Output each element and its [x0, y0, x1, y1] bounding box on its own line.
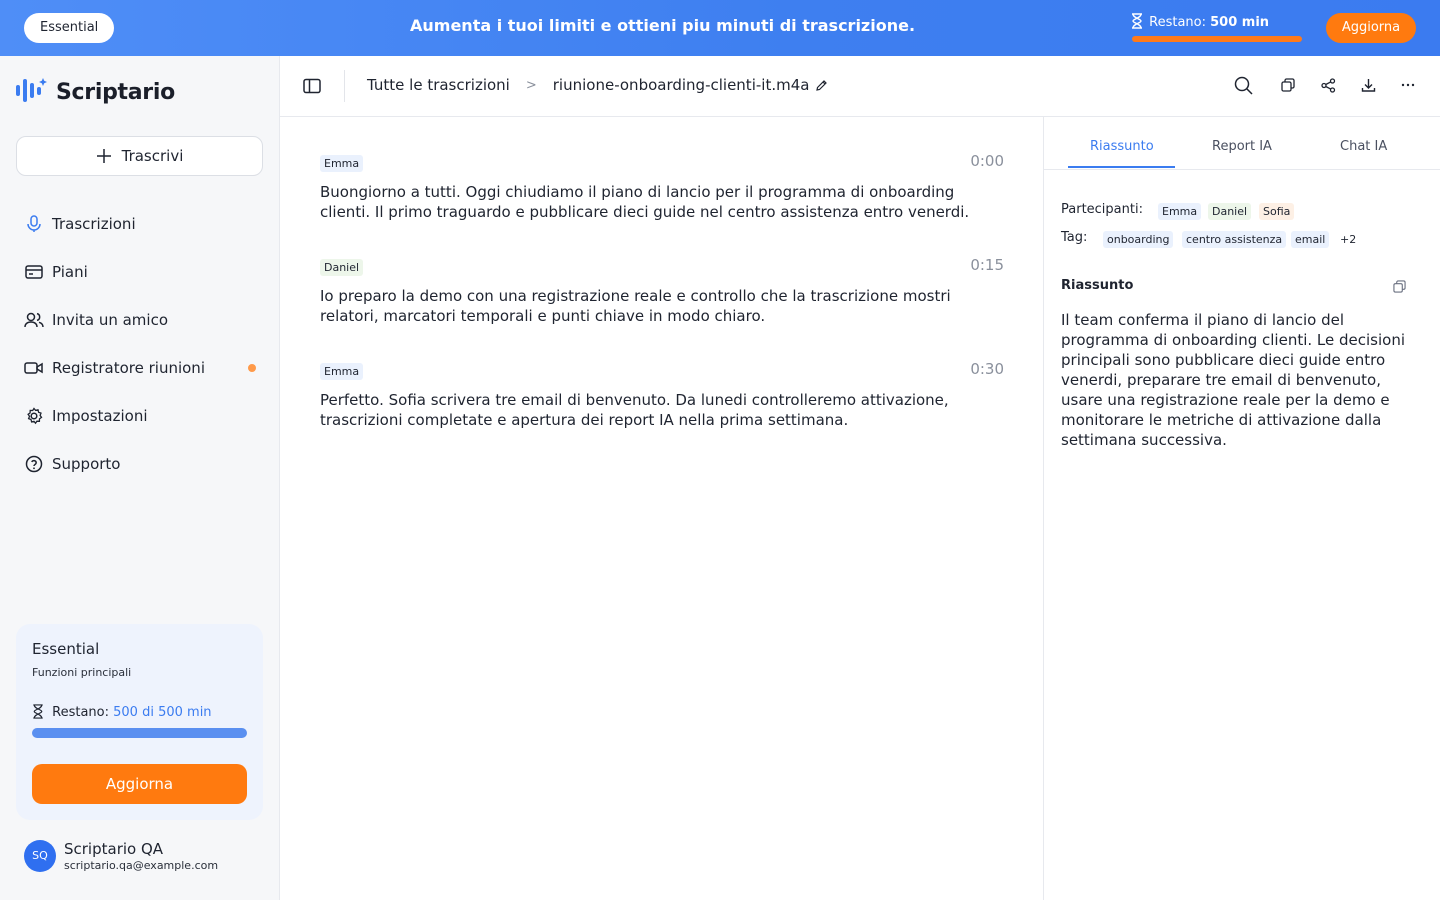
timestamp[interactable]: 0:00: [970, 152, 1004, 170]
brand-name: Scriptario: [56, 79, 175, 105]
sidebar-item-label: Registratore riunioni: [52, 359, 205, 377]
breadcrumb-separator: >: [525, 77, 537, 93]
sidebar-item-invita[interactable]: [16, 296, 264, 344]
waveform-logo-icon: [16, 76, 48, 108]
share-icon[interactable]: [1318, 75, 1338, 95]
sidebar-toggle-icon[interactable]: [302, 76, 322, 96]
panel-tabs: [1044, 117, 1440, 170]
file-name: riunione-onboarding-clienti-it.m4a: [552, 76, 810, 94]
segment-text: Buongiorno a tutti. Oggi chiudiamo il piano di lancio per il programma di onboarding clienti. Il primo traguardo e pubblicare dieci guide nel centro assistenza entro venerdi.: [320, 183, 970, 221]
plan-badge: Essential: [24, 13, 114, 43]
plan-card-progress-fill: [32, 728, 247, 738]
sidebar-item-label: Invita un amico: [52, 311, 168, 329]
sidebar-item-impostazioni[interactable]: [16, 392, 264, 440]
speaker-tag[interactable]: Daniel: [320, 259, 363, 276]
sidebar-item-label: Impostazioni: [52, 407, 148, 425]
transcript-segment[interactable]: [320, 152, 1004, 222]
copy-summary-icon[interactable]: [1393, 278, 1407, 292]
participant-chip[interactable]: Emma: [1158, 203, 1201, 220]
timestamp[interactable]: 0:30: [970, 360, 1004, 378]
copy-icon[interactable]: [1278, 75, 1298, 95]
speaker-tag[interactable]: Emma: [320, 155, 363, 172]
pencil-edit-icon[interactable]: [815, 79, 828, 92]
participant-chip[interactable]: Sofia: [1259, 203, 1294, 220]
users-icon: [24, 310, 44, 330]
new-transcription-label: Trascrivi: [121, 147, 184, 165]
plan-card-remaining: [32, 704, 212, 723]
transcript-panel: [280, 117, 1043, 900]
sidebar-item-label: Piani: [52, 263, 88, 281]
user-email: scriptario.qa@example.com: [64, 859, 219, 872]
remaining-value: 500 min: [1210, 15, 1270, 30]
tab-riassunto[interactable]: Riassunto: [1090, 139, 1154, 154]
sidebar-item-registratore[interactable]: [16, 344, 264, 392]
microphone-icon: [24, 214, 44, 234]
hourglass-icon: [32, 704, 44, 723]
segment-text: Io preparo la demo con una registrazione reale e controllo che la trascrizione mostri relatori, marcatori temporali e punti chiave in modo chiaro.: [320, 287, 951, 325]
transcript-segment[interactable]: [320, 256, 1004, 326]
sidebar-item-label: Trascrizioni: [52, 215, 136, 233]
breadcrumb-root-link[interactable]: Tutte le trascrizioni: [367, 76, 510, 94]
sidebar-nav: [16, 200, 264, 488]
summary-title: Riassunto: [1061, 278, 1134, 293]
search-icon[interactable]: [1233, 75, 1253, 95]
tags-label: Tag:: [1061, 230, 1088, 245]
summary-text: Il team conferma il piano di lancio del programma di onboarding clienti. Le decisioni principali sono pubblicare dieci guide entro venerdi, preparare tre email di benvenuto, usare una registrazione reale per la demo e monitorare le metriche di attivazione dalla settimana successiva.: [1061, 311, 1406, 449]
notification-dot: [248, 364, 256, 372]
sidebar-item-label: Supporto: [52, 455, 121, 473]
more-tags-count[interactable]: +2: [1340, 233, 1357, 246]
speaker-tag[interactable]: Emma: [320, 363, 363, 380]
plan-card-upgrade-button[interactable]: Aggiorna: [32, 764, 247, 804]
credit-card-icon: [24, 262, 44, 282]
tab-report-ia[interactable]: Report IA: [1212, 139, 1272, 154]
timestamp[interactable]: 0:15: [970, 256, 1004, 274]
hourglass-icon: [1131, 13, 1143, 33]
minutes-progress-bar: [1132, 36, 1302, 42]
tag-chip[interactable]: onboarding: [1103, 231, 1173, 248]
user-profile[interactable]: [24, 840, 218, 872]
tag-chip[interactable]: email: [1291, 231, 1329, 248]
more-options-icon[interactable]: [1398, 75, 1418, 95]
banner-upgrade-button[interactable]: Aggiorna: [1326, 13, 1416, 43]
plan-card-title: Essential: [32, 640, 100, 658]
tab-chat-ia[interactable]: Chat IA: [1340, 139, 1388, 154]
brand-logo[interactable]: [16, 76, 175, 108]
avatar: SQ: [24, 840, 56, 872]
promo-text: Aumenta i tuoi limiti e ottieni piu minuti di trascrizione.: [410, 16, 916, 35]
help-circle-icon: [24, 454, 44, 474]
sidebar-item-supporto[interactable]: [16, 440, 264, 488]
gear-icon: [24, 406, 44, 426]
remaining-minutes: [1131, 13, 1269, 33]
details-panel: [1043, 117, 1440, 900]
plan-card-remaining-value: 500 di 500 min: [113, 705, 212, 720]
sidebar-item-piani[interactable]: [16, 248, 264, 296]
sidebar-item-trascrizioni[interactable]: [16, 200, 264, 248]
plan-card-remaining-label: Restano:: [52, 705, 109, 720]
breadcrumb: [367, 76, 828, 94]
plan-card: [16, 624, 263, 820]
minutes-progress-fill: [1132, 36, 1302, 42]
toolbar-divider: [344, 70, 345, 102]
participant-chip[interactable]: Daniel: [1208, 203, 1251, 220]
remaining-label: Restano:: [1149, 15, 1206, 30]
upgrade-banner: [0, 0, 1440, 56]
header-toolbar: [280, 56, 1440, 117]
segment-text: Perfetto. Sofia scrivera tre email di benvenuto. Da lunedi controlleremo attivazione, trascrizioni completate e apertura dei report IA nella prima settimana.: [320, 391, 949, 429]
download-icon[interactable]: [1358, 75, 1378, 95]
active-tab-indicator: [1068, 166, 1175, 168]
user-name: Scriptario QA: [64, 840, 164, 858]
tag-chip[interactable]: centro assistenza: [1182, 231, 1286, 248]
sidebar: [0, 56, 280, 900]
plus-icon: [96, 148, 112, 164]
plan-card-progress-bar: [32, 728, 247, 738]
transcript-segment[interactable]: [320, 360, 1004, 430]
new-transcription-button[interactable]: [16, 136, 263, 176]
participants-label: Partecipanti:: [1061, 202, 1143, 217]
video-camera-icon: [24, 358, 44, 378]
plan-card-subtitle: Funzioni principali: [32, 666, 132, 679]
